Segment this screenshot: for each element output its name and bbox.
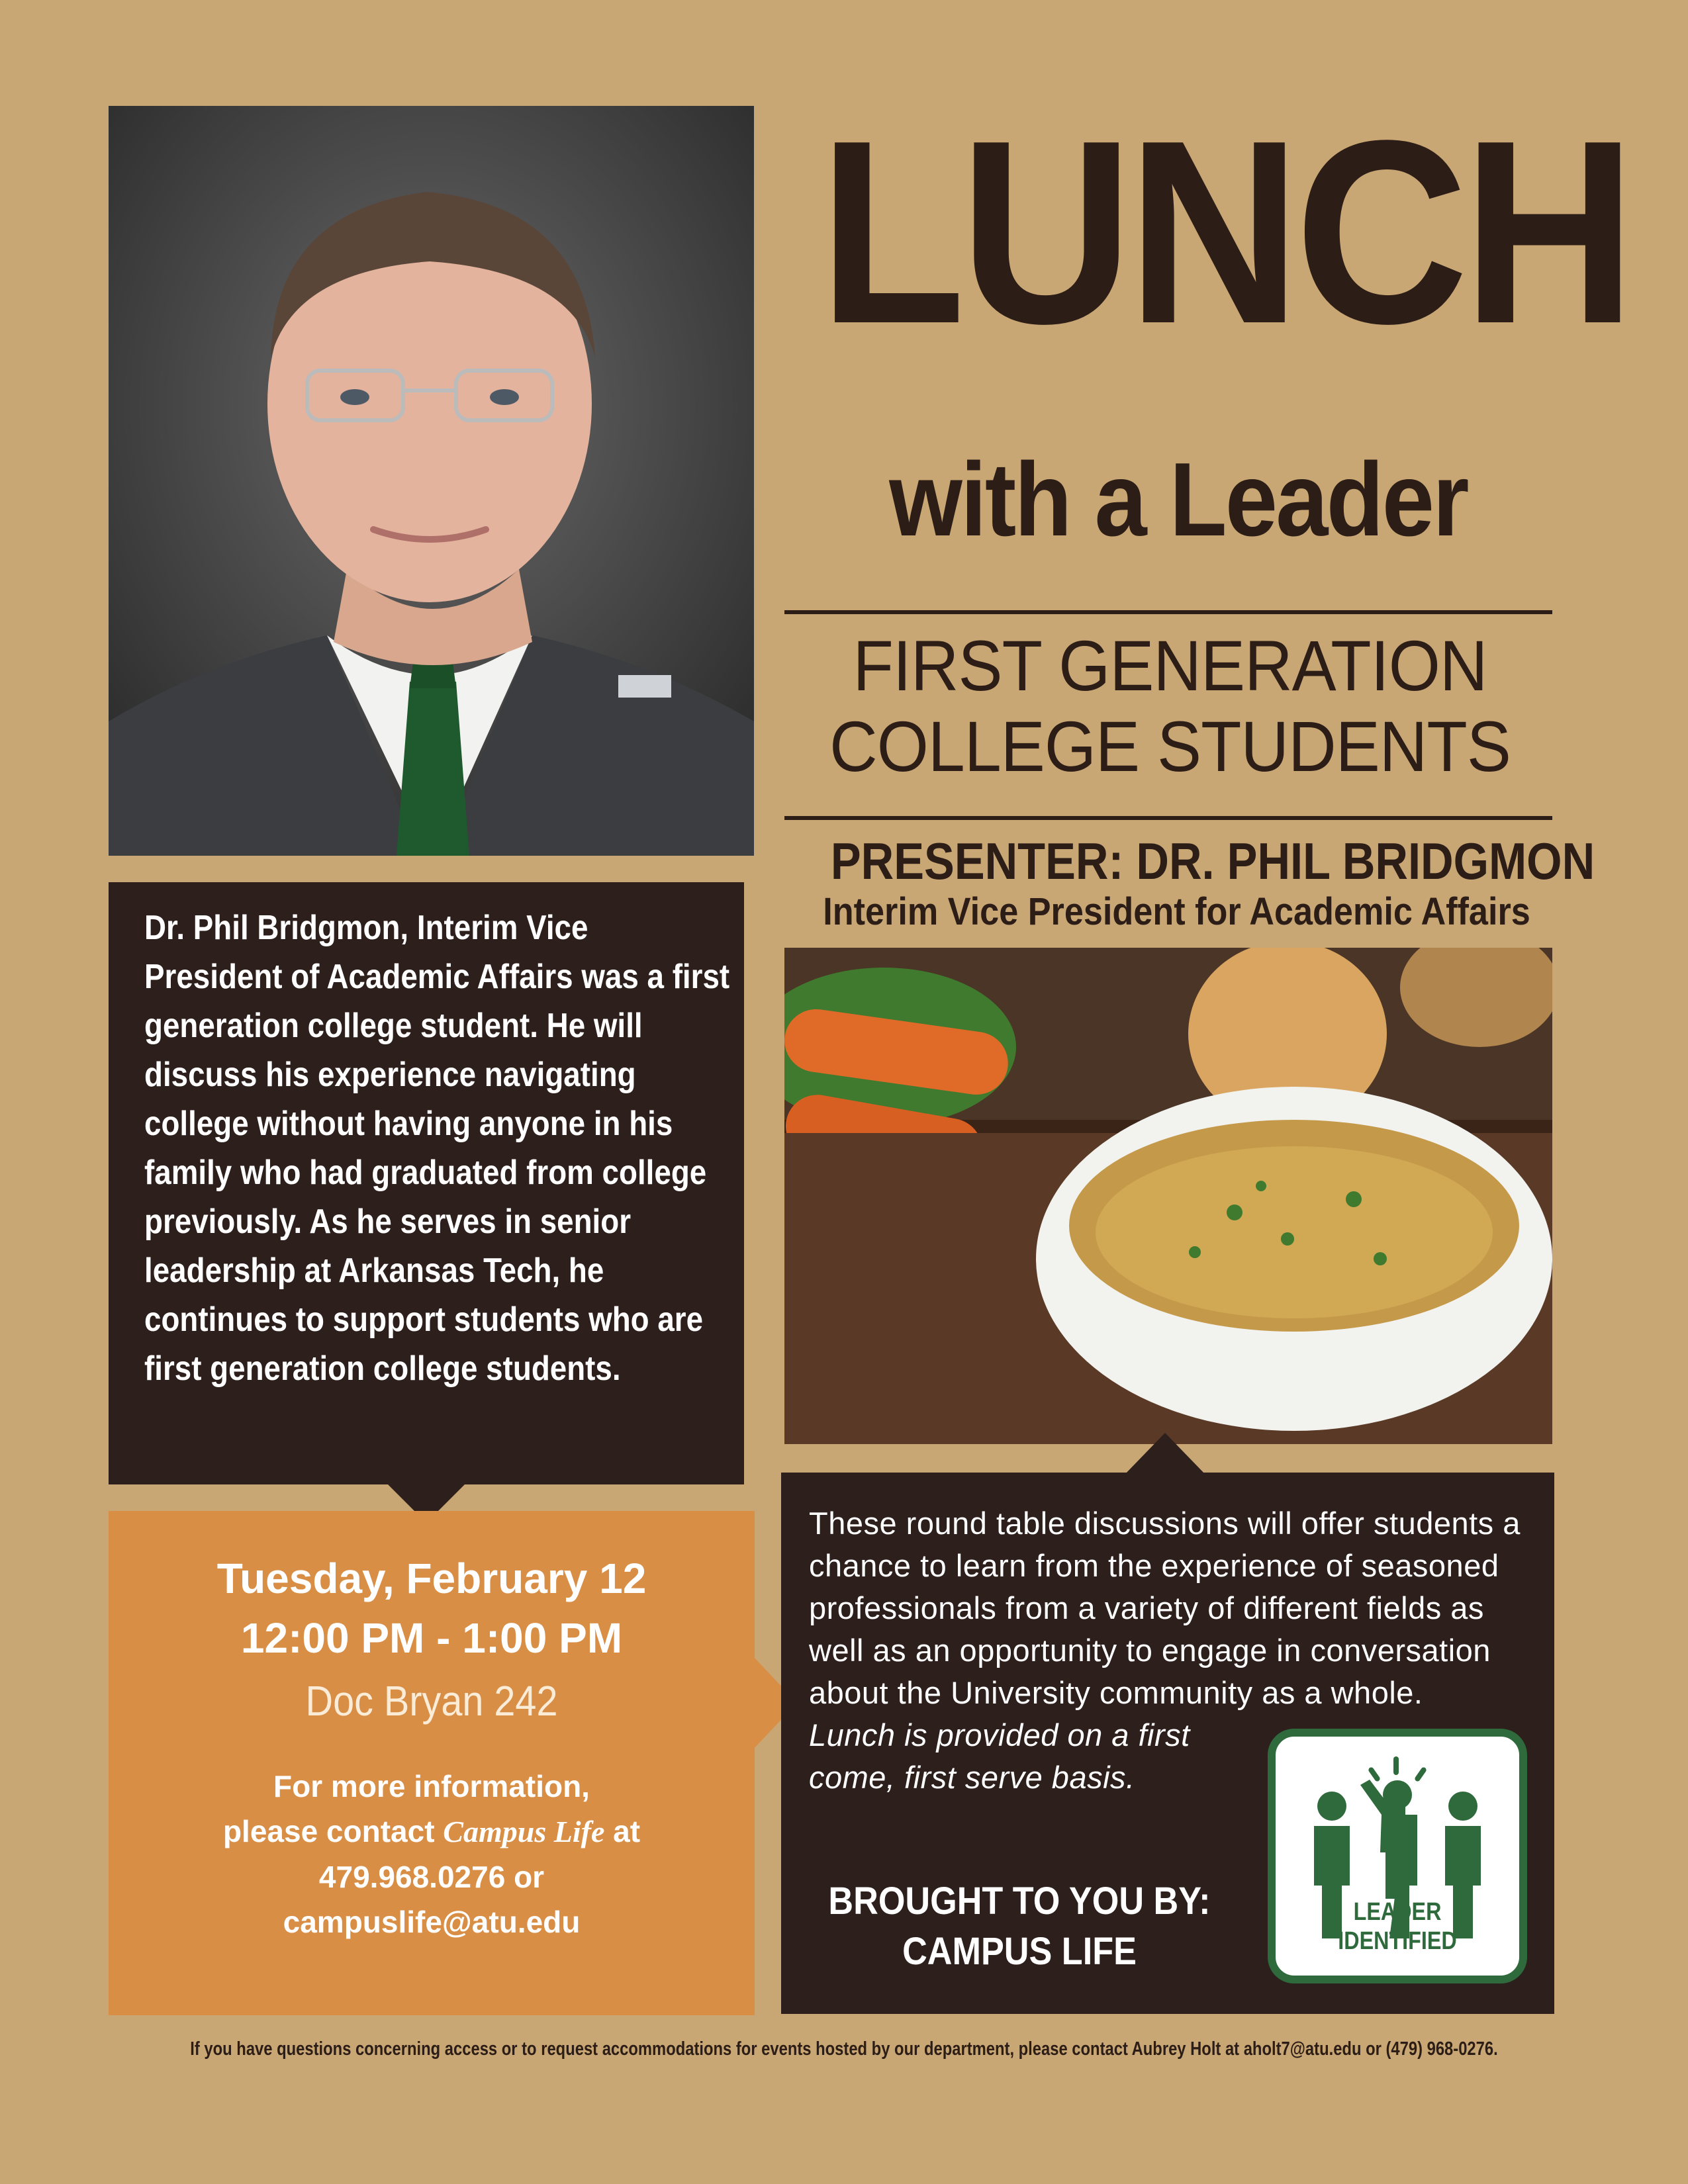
brought-by xyxy=(805,1876,1234,1977)
contact-prefix: please contact xyxy=(222,1814,444,1848)
topic-line-1: FIRST GENERATION xyxy=(853,625,1487,705)
accessibility-footer: If you have questions concerning access or to request accommodations for events hosted by our department, please contact Aubrey Holt at aholt7@atu.edu or (479) 968-0276. xyxy=(190,2038,1498,2060)
discussion-note: Lunch is provided on a first come, first serve basis. xyxy=(809,1717,1190,1795)
divider-bottom xyxy=(784,816,1552,820)
topic-line-2: COLLEGE STUDENTS xyxy=(829,706,1511,786)
campus-life-link[interactable]: Campus Life xyxy=(443,1815,605,1848)
presenter-photo xyxy=(109,106,754,856)
soup-photo xyxy=(784,948,1552,1444)
event-time: 12:00 PM - 1:00 PM xyxy=(240,1614,623,1662)
brought-by-name: CAMPUS LIFE xyxy=(902,1930,1137,1973)
logo-label: LEADER IDENTIFIED xyxy=(1338,1898,1457,1955)
headline-with-a-leader: with a Leader xyxy=(889,441,1468,558)
discussion-body: These round table discussions will offer students a chance to learn from the experience of seasoned professionals from a variety of different fields as well as an opportunity to engage in conversation about the University community as a whole. xyxy=(809,1506,1521,1710)
contact-email[interactable]: campuslife@atu.edu xyxy=(283,1905,581,1939)
headline-lunch: LUNCH xyxy=(818,85,1630,378)
discussion-pointer xyxy=(1125,1433,1205,1474)
contact-info xyxy=(109,1764,755,1944)
bio-text: Dr. Phil Bridgmon, Interim Vice President of Academic Affairs was a first generation college student. He will discuss his experience navigating college without having anyone in his family who had graduated from college previously. As he serves in senior leadership at Arkansas Tech, he continues to support students who are first generation college students. xyxy=(144,909,730,1388)
event-date: Tuesday, February 12 xyxy=(216,1555,647,1602)
brought-by-label: BROUGHT TO YOU BY: xyxy=(828,1880,1211,1923)
contact-suffix: at xyxy=(604,1814,641,1848)
leader-identified-logo xyxy=(1268,1729,1527,1983)
event-location: Doc Bryan 242 xyxy=(305,1677,558,1725)
contact-line-2 xyxy=(109,1809,755,1854)
presenter-name: PRESENTER: DR. PHIL BRIDGMON xyxy=(830,832,1595,890)
contact-phone[interactable]: 479.968.0276 or xyxy=(318,1860,545,1894)
contact-line-1: For more information, xyxy=(273,1769,590,1803)
divider-top xyxy=(784,610,1552,614)
presenter-title: Interim Vice President for Academic Affairs xyxy=(823,890,1530,933)
event-topic xyxy=(812,625,1528,787)
